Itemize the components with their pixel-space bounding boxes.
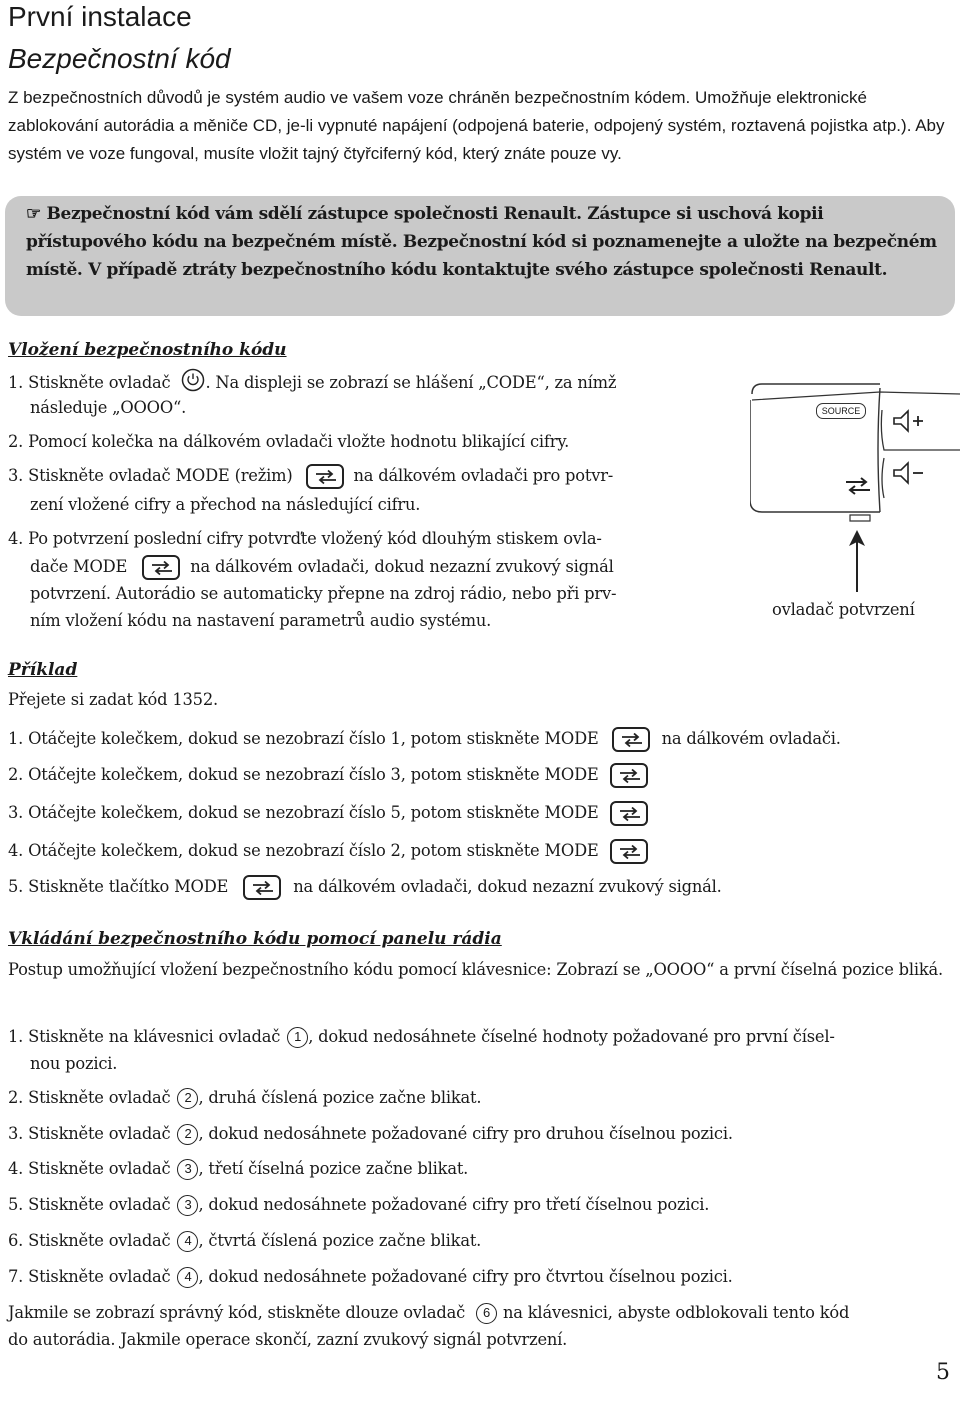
note-body: Bezpečnostní kód vám sdělí zástupce společnosti Renault. Zástupce si uschová kopii přístupového kódu na bezpečném místě. Bezpečnostní kód si poznamenejte a uložte na bezpečném místě. V případě ztráty bezpečnostního kódu kontaktujte svého zástupce společnosti Renault.: [26, 204, 937, 280]
vlozeni-step-4: 4. Po potvrzení poslední cifry potvrďte vložený kód dlouhým stiskem ovla-: [8, 529, 602, 548]
panel-step-4-text-b: , třetí číselná pozice začne blikat.: [198, 1159, 469, 1178]
priklad-step-3: [8, 801, 652, 826]
panel-step-2-text-b: , druhá číslená pozice začne blikat.: [198, 1088, 482, 1107]
priklad-step-5: [8, 875, 722, 900]
volume-down-icon: [894, 463, 923, 483]
panel-step-5-text-a: 5. Stiskněte ovladač: [8, 1195, 171, 1214]
section-heading-panel: Vkládání bezpečnostního kódu pomocí panelu rádia: [8, 929, 502, 949]
vlozeni-step-1-cont: následuje „OOOO“.: [30, 398, 187, 417]
panel-final-text-b: na klávesnici, abyste odblokovali tento kód: [503, 1303, 850, 1322]
panel-step-6-text-a: 6. Stiskněte ovladač: [8, 1231, 171, 1250]
key-2-icon: 2: [177, 1088, 198, 1109]
panel-step-1-cont: nou pozici.: [30, 1054, 118, 1073]
panel-step-1-text-b: , dokud nedosáhnete číselné hodnoty požadované pro první čísel-: [308, 1027, 835, 1046]
priklad-intro: Přejete si zadat kód 1352.: [8, 690, 218, 709]
panel-step-6: [8, 1229, 481, 1253]
remote-control-illustration: [750, 380, 960, 530]
panel-step-4-text-a: 4. Stiskněte ovladač: [8, 1159, 171, 1178]
remote-caption: ovladač potvrzení: [772, 600, 915, 619]
mode-icon: [610, 839, 648, 864]
mode-icon: [243, 875, 281, 900]
mode-icon: [846, 478, 870, 494]
key-2-icon: 2: [177, 1124, 198, 1145]
panel-step-6-text-b: , čtvrtá číslená pozice začne blikat.: [198, 1231, 482, 1250]
key-3-icon: 3: [177, 1195, 198, 1216]
key-4-icon: 4: [177, 1267, 198, 1288]
priklad-step-4-text: 4. Otáčejte kolečkem, dokud se nezobrazí číslo 2, potom stiskněte MODE: [8, 841, 599, 860]
priklad-step-5-text-a: 5. Stiskněte tlačítko MODE: [8, 877, 229, 896]
panel-final-text-a: Jakmile se zobrazí správný kód, stiskněte dlouze ovladač: [8, 1303, 466, 1322]
priklad-step-2-text: 2. Otáčejte kolečkem, dokud se nezobrazí číslo 3, potom stiskněte MODE: [8, 765, 599, 784]
vlozeni-step-1: [8, 368, 616, 399]
mode-icon: [306, 464, 344, 489]
power-icon: [181, 368, 205, 399]
panel-step-1-text-a: 1. Stiskněte na klávesnici ovladač: [8, 1027, 281, 1046]
step-4-text-c: na dálkovém ovladači, dokud nezazní zvukový signál: [190, 557, 614, 576]
key-6-icon: 6: [476, 1303, 497, 1324]
step-1-text-a: 1. Stiskněte ovladač: [8, 373, 171, 392]
panel-step-5-text-b: , dokud nedosáhnete požadované cifry pro třetí číselnou pozici.: [198, 1195, 710, 1214]
vlozeni-step-3: [8, 464, 613, 489]
panel-step-3-text-b: , dokud nedosáhnete požadované cifry pro druhou číselnou pozici.: [198, 1124, 733, 1143]
panel-step-2-text-a: 2. Stiskněte ovladač: [8, 1088, 171, 1107]
page-title: První instalace: [8, 1, 192, 32]
panel-step-2: [8, 1086, 481, 1110]
source-label: SOURCE: [821, 406, 861, 416]
intro-paragraph: Z bezpečnostních důvodů je systém audio ve vašem voze chráněn bezpečnostním kódem. Umožňuje elektronické zablokování autorádia a měniče CD, je-li vypnuté napájení (odpojená baterie, odpojený systém, roztavená pojistka atp.). Aby systém ve voze fungoval, musíte vložit tajný čtyřciferný kód, který znáte pouze vy.: [8, 88, 945, 163]
panel-step-4: [8, 1157, 468, 1181]
mode-icon: [610, 763, 648, 788]
priklad-step-1: [8, 727, 841, 752]
panel-final: [8, 1301, 849, 1325]
vlozeni-step-4-line4: ním vložení kódu na nastavení parametrů audio systému.: [30, 611, 492, 630]
priklad-step-1-text-a: 1. Otáčejte kolečkem, dokud se nezobrazí číslo 1, potom stiskněte MODE: [8, 729, 599, 748]
note-text: [26, 200, 946, 284]
panel-step-7-text-b: , dokud nedosáhnete požadované cifry pro čtvrtou číselnou pozici.: [198, 1267, 733, 1286]
key-3-icon: 3: [177, 1159, 198, 1180]
mode-icon: [142, 555, 180, 580]
panel-step-7-text-a: 7. Stiskněte ovladač: [8, 1267, 171, 1286]
section-heading-vlozeni: Vložení bezpečnostního kódu: [8, 340, 287, 360]
page-subtitle: Bezpečnostní kód: [8, 43, 231, 74]
priklad-step-1-text-b: na dálkovém ovladači.: [661, 729, 841, 748]
vlozeni-step-4-line3: potvrzení. Autorádio se automaticky přepne na zdroj rádio, nebo při prv-: [30, 584, 617, 603]
source-button: [816, 403, 866, 419]
priklad-step-3-text: 3. Otáčejte kolečkem, dokud se nezobrazí číslo 5, potom stiskněte MODE: [8, 803, 599, 822]
vlozeni-step-3-cont: zení vložené cifry a přechod na následující cifru.: [30, 495, 421, 514]
panel-final-cont: do autorádia. Jakmile operace skončí, zazní zvukový signál potvrzení.: [8, 1330, 568, 1349]
step-3-text-a: 3. Stiskněte ovladač MODE (režim): [8, 466, 293, 485]
arrow-up-icon: [844, 528, 870, 594]
mode-icon: [612, 727, 650, 752]
pointing-hand-icon: ☞: [26, 204, 41, 224]
priklad-step-5-text-b: na dálkovém ovladači, dokud nezazní zvukový signál.: [293, 877, 722, 896]
panel-step-1: [8, 1025, 835, 1049]
step-3-text-b: na dálkovém ovladači pro potvr-: [353, 466, 614, 485]
section-heading-priklad: Příklad: [8, 660, 78, 680]
step-1-text-b: . Na displeji se zobrazí se hlášení „CODE“, za nímž: [205, 373, 617, 392]
key-1-icon: 1: [287, 1027, 308, 1048]
vlozeni-step-4-line2: [30, 555, 614, 580]
priklad-step-2: [8, 763, 652, 788]
step-4-text-b: dače MODE: [30, 557, 128, 576]
panel-intro: Postup umožňující vložení bezpečnostního kódu pomocí klávesnice: Zobrazí se „OOOO“ a první číselná pozice bliká.: [8, 960, 943, 979]
panel-step-3-text-a: 3. Stiskněte ovladač: [8, 1124, 171, 1143]
key-4-icon: 4: [177, 1231, 198, 1252]
priklad-step-4: [8, 839, 652, 864]
page-number: 5: [936, 1360, 950, 1385]
panel-step-7: [8, 1265, 733, 1289]
mode-icon: [610, 801, 648, 826]
panel-step-5: [8, 1193, 709, 1217]
volume-up-icon: [894, 411, 923, 431]
panel-step-3: [8, 1122, 733, 1146]
vlozeni-step-2: 2. Pomocí kolečka na dálkovém ovladači vložte hodnotu blikající cifry.: [8, 432, 570, 451]
